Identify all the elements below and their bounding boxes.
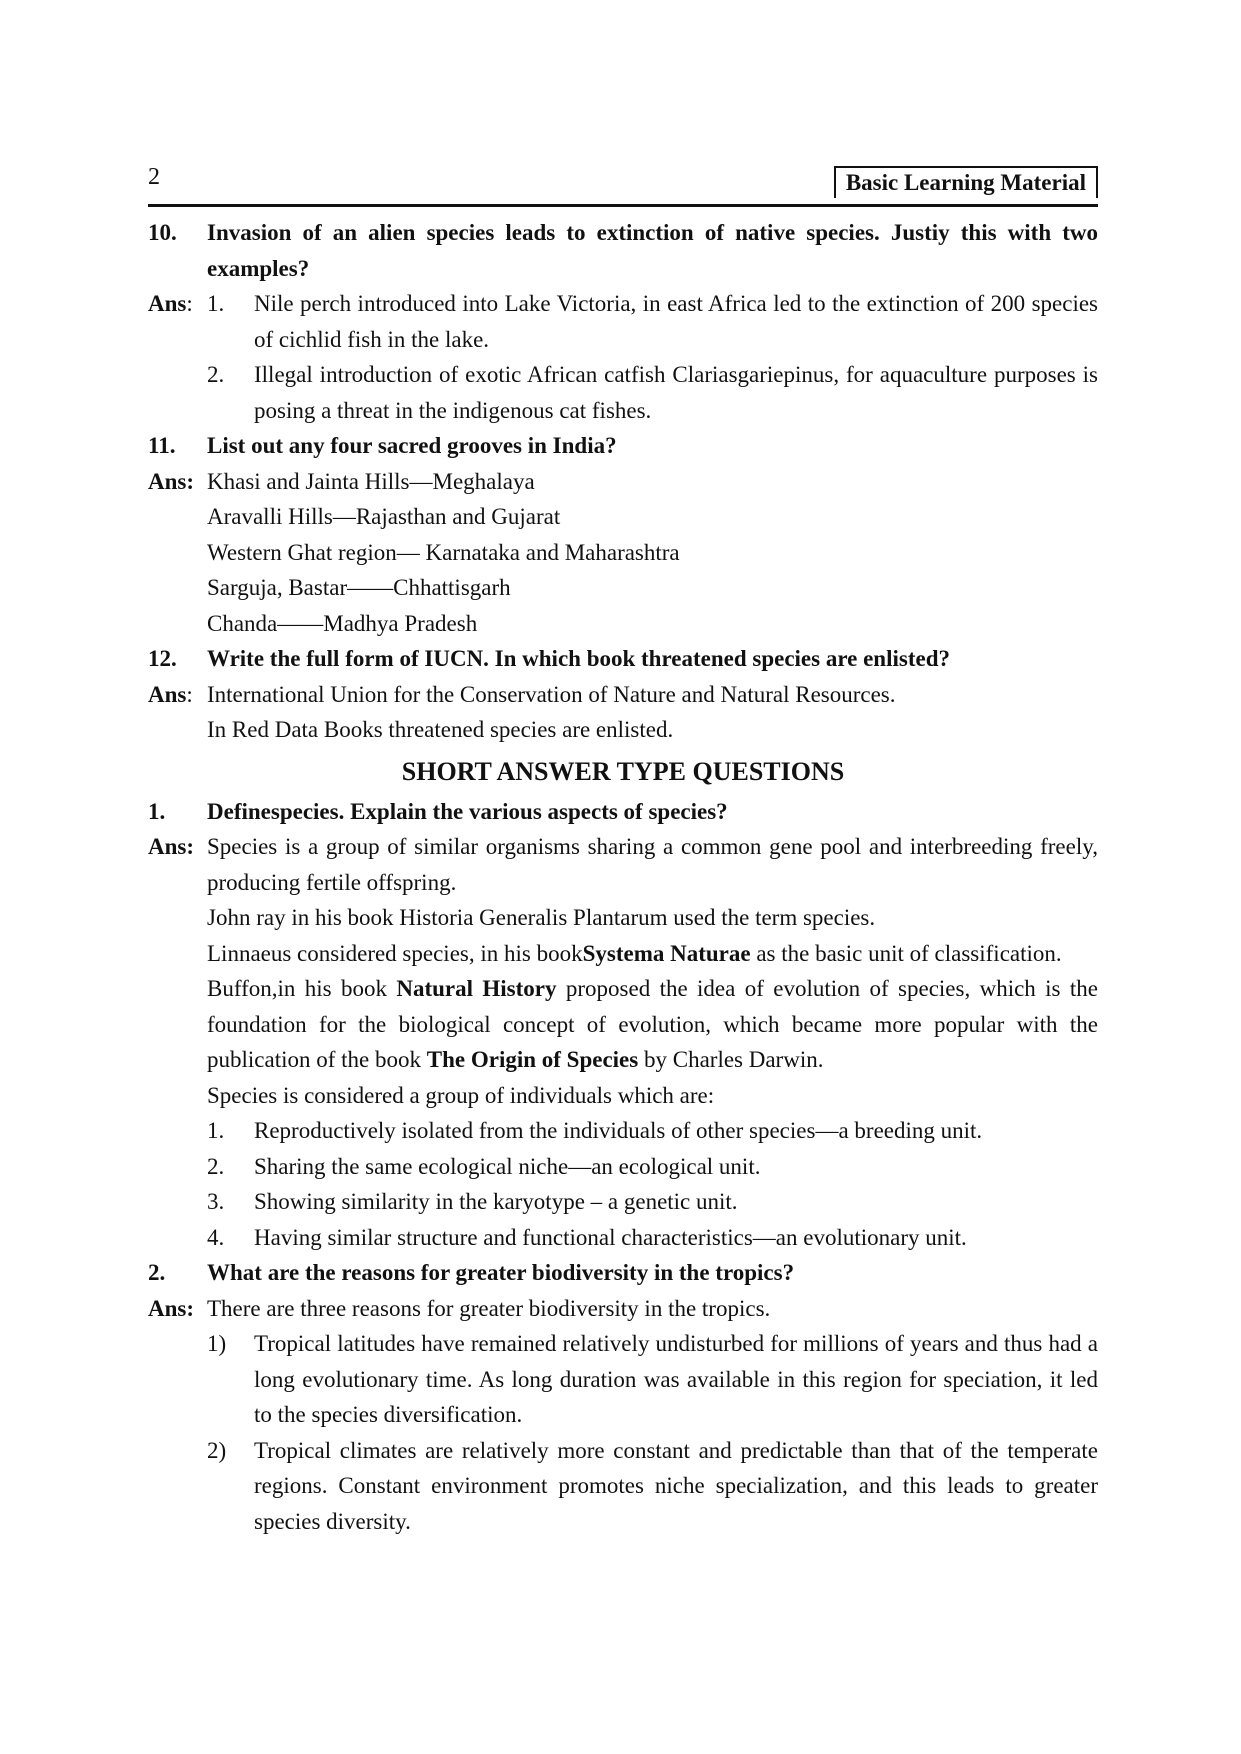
answer-paragraph: Linnaeus considered species, in his bookSystema Naturae as the basic unit of classification. xyxy=(207,940,1062,966)
answer-item: 3. Showing similarity in the karyotype – a genetic unit. xyxy=(207,1189,738,1214)
document-page xyxy=(148,160,1098,1539)
answer-item: 4. Having similar structure and functional characteristics—an evolutionary unit. xyxy=(207,1224,967,1250)
answer-item: 1. Nile perch introduced into Lake Victoria, in east Africa led to the extinction of 200 species of cichlid fish in the lake. xyxy=(207,291,1098,352)
question-number: 1. xyxy=(148,798,166,824)
page-header xyxy=(148,160,1098,207)
question-text: List out any four sacred grooves in India? xyxy=(207,433,617,458)
answer-line: Western Ghat region— Karnataka and Maharashtra xyxy=(207,539,680,565)
question-number: 10. xyxy=(148,220,177,245)
answer-paragraph: John ray in his book Historia Generalis Plantarum used the term species. xyxy=(207,905,876,930)
answer-line: Aravalli Hills—Rajasthan and Gujarat xyxy=(207,504,561,529)
page-number: 2 xyxy=(148,164,160,190)
answer-line: Khasi and Jainta Hills—Meghalaya xyxy=(207,468,535,494)
short-question-1 xyxy=(148,794,1098,830)
answer-paragraph: Species is considered a group of individuals which are: xyxy=(207,1082,715,1108)
answer-item: 2. Sharing the same ecological niche—an ecological unit. xyxy=(207,1153,761,1179)
question-text: Write the full form of IUCN. In which book threatened species are enlisted? xyxy=(207,646,950,671)
page-content xyxy=(148,215,1098,1539)
question-number: 2. xyxy=(148,1260,166,1285)
answer-label: Ans: xyxy=(148,291,193,316)
answer-11 xyxy=(148,464,1098,642)
answer-line: International Union for the Conservation of Nature and Natural Resources. xyxy=(207,681,896,707)
section-title: SHORT ANSWER TYPE QUESTIONS xyxy=(401,756,845,786)
question-number: 11. xyxy=(148,433,176,458)
answer-item: 1. Reproductively isolated from the individuals of other species—a breeding unit. xyxy=(207,1118,983,1143)
answer-label: Ans: xyxy=(148,1295,195,1321)
answer-label: Ans: xyxy=(148,681,193,707)
header-title: Basic Learning Material xyxy=(834,166,1098,198)
answer-label: Ans: xyxy=(148,834,195,859)
answer-paragraph: There are three reasons for greater biodiversity in the tropics. xyxy=(207,1295,771,1321)
question-10 xyxy=(148,215,1098,286)
answer-10 xyxy=(148,286,1098,428)
answer-line: Chanda——Madhya Pradesh xyxy=(207,610,478,636)
question-text: Invasion of an alien species leads to extinction of native species. Justiy this with two examples? xyxy=(207,220,1098,281)
answer-line: Sarguja, Bastar——Chhattisgarh xyxy=(207,575,511,600)
answer-paragraph: Species is a group of similar organisms sharing a common gene pool and interbreeding freely, producing fertile offspring. xyxy=(207,834,1098,895)
answer-12 xyxy=(148,677,1098,748)
short-question-2 xyxy=(148,1255,1098,1291)
answer-item: 1) Tropical latitudes have remained relatively undisturbed for millions of years and thus had a long evolutionary time. As long duration was available in this region for speciation, it led to the species diversification. xyxy=(207,1331,1098,1427)
question-12 xyxy=(148,641,1098,677)
question-text: Definespecies. Explain the various aspects of species? xyxy=(207,798,728,824)
short-answer-1 xyxy=(148,829,1098,1255)
answer-item: 2) Tropical climates are relatively more constant and predictable than that of the temperate regions. Constant environment promotes niche specialization, and this leads to greater species diversity. xyxy=(207,1437,1098,1534)
answer-item: 2. Illegal introduction of exotic African catfish Clariasgariepinus, for aquaculture purposes is posing a threat in the indigenous cat fishes. xyxy=(207,362,1098,423)
question-text: What are the reasons for greater biodiversity in the tropics? xyxy=(207,1260,795,1285)
answer-label: Ans: xyxy=(148,468,195,494)
short-answer-2 xyxy=(148,1291,1098,1540)
answer-line: In Red Data Books threatened species are enlisted. xyxy=(207,717,674,742)
answer-paragraph: Buffon,in his book Natural History proposed the idea of evolution of species, which is the foundation for the biological concept of evolution, which became more popular with the publication of the book The Origin of Species by Charles Darwin. xyxy=(207,976,1098,1072)
question-11 xyxy=(148,428,1098,464)
question-number: 12. xyxy=(148,646,177,671)
